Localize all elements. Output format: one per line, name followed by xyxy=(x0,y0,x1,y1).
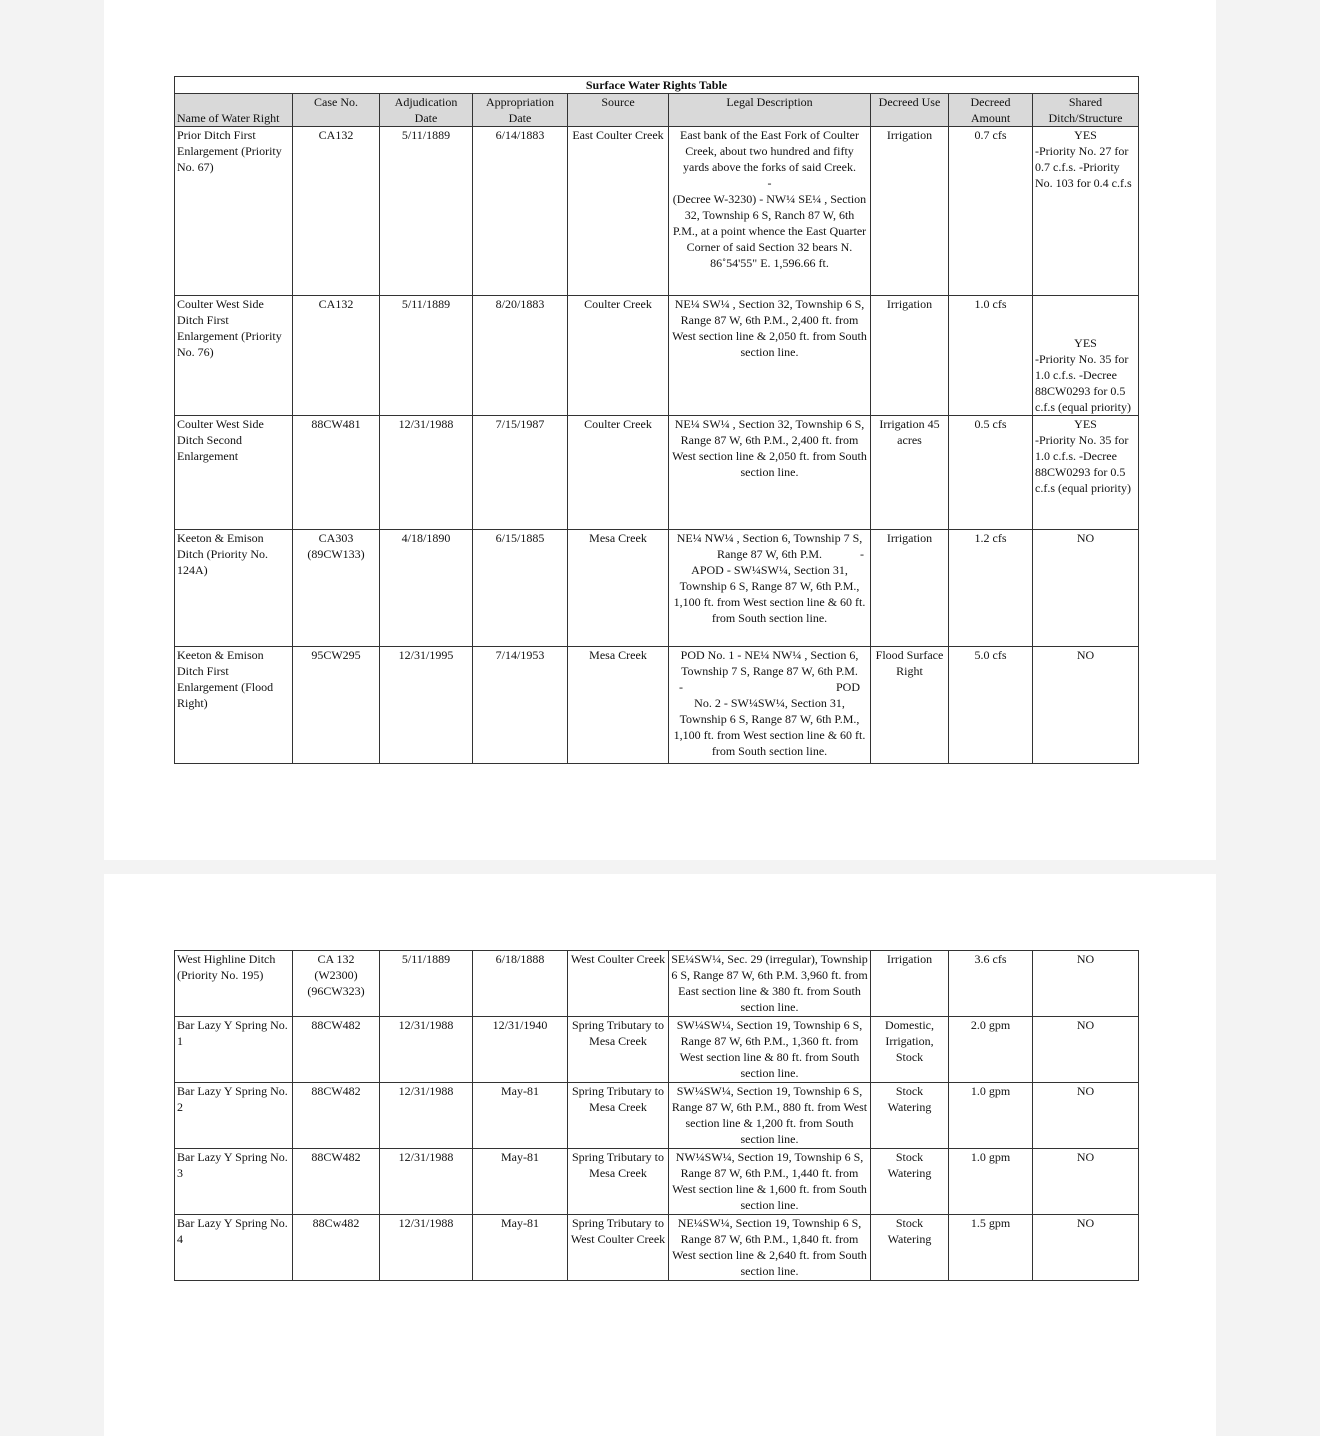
header-name: Name of Water Right xyxy=(175,94,293,127)
cell-appropriation: 6/15/1885 xyxy=(473,530,568,647)
cell-case: 88CW482 xyxy=(293,1149,380,1215)
cell-source: Coulter Creek xyxy=(568,296,669,416)
cell-use: Irrigation xyxy=(871,127,949,296)
cell-name: West Highline Ditch (Priority No. 195) xyxy=(175,951,293,1017)
cell-adjudication: 5/11/1889 xyxy=(380,951,473,1017)
cell-amount: 1.5 gpm xyxy=(949,1215,1033,1281)
shared-flag: YES xyxy=(1074,128,1097,142)
cell-adjudication: 12/31/1988 xyxy=(380,1083,473,1149)
cell-shared: NO xyxy=(1033,1083,1139,1149)
surface-water-rights-table xyxy=(174,76,1139,764)
cell-source: Spring Tributary to Mesa Creek xyxy=(568,1083,669,1149)
cell-name: Coulter West Side Ditch First Enlargement (Priority No. 76) xyxy=(175,296,293,416)
cell-case: CA132 xyxy=(293,127,380,296)
cell-adjudication: 12/31/1988 xyxy=(380,1215,473,1281)
cell-shared xyxy=(1033,416,1139,530)
shared-flag: YES xyxy=(1074,417,1097,431)
cell-appropriation: 6/14/1883 xyxy=(473,127,568,296)
header-adjudication: Adjudication Date xyxy=(380,94,473,127)
cell-legal: NE¼ SW¼ , Section 32, Township 6 S, Range 87 W, 6th P.M., 2,400 ft. from West section line & 2,050 ft. from South section line. xyxy=(669,296,871,416)
legal-text: NE¼ NW¼ , Section 6, Township 7 S, Range 87 W, 6th P.M. xyxy=(676,531,863,561)
cell-name: Keeton & Emison Ditch (Priority No. 124A) xyxy=(175,530,293,647)
legal-separator: - xyxy=(679,680,683,694)
cell-amount: 0.5 cfs xyxy=(949,416,1033,530)
cell-shared: NO xyxy=(1033,1215,1139,1281)
table-title: Surface Water Rights Table xyxy=(175,77,1139,94)
cell-use: Irrigation xyxy=(871,530,949,647)
surface-water-rights-table-continued xyxy=(174,950,1139,1281)
cell-amount: 1.2 cfs xyxy=(949,530,1033,647)
table-row xyxy=(175,127,1139,296)
cell-source: Mesa Creek xyxy=(568,647,669,764)
cell-amount: 5.0 cfs xyxy=(949,647,1033,764)
cell-adjudication: 4/18/1890 xyxy=(380,530,473,647)
cell-legal: SE¼SW¼, Sec. 29 (irregular), Township 6 S, Range 87 W, 6th P.M. 3,960 ft. from East section line & 380 ft. from South section line. xyxy=(669,951,871,1017)
cell-case: 88CW482 xyxy=(293,1083,380,1149)
cell-shared xyxy=(1033,296,1139,416)
cell-legal: NW¼SW¼, Section 19, Township 6 S, Range 87 W, 6th P.M., 1,440 ft. from West section line & 1,600 ft. from South section line. xyxy=(669,1149,871,1215)
cell-use: Stock Watering xyxy=(871,1083,949,1149)
cell-amount: 2.0 gpm xyxy=(949,1017,1033,1083)
cell-amount: 1.0 gpm xyxy=(949,1149,1033,1215)
cell-source: Spring Tributary to Mesa Creek xyxy=(568,1017,669,1083)
cell-case: CA 132 (W2300) (96CW323) xyxy=(293,951,380,1017)
table-row xyxy=(175,1149,1139,1215)
table-row xyxy=(175,1017,1139,1083)
cell-shared xyxy=(1033,127,1139,296)
cell-use: Domestic, Irrigation, Stock xyxy=(871,1017,949,1083)
table-row xyxy=(175,647,1139,764)
cell-shared: NO xyxy=(1033,530,1139,647)
header-amount: Decreed Amount xyxy=(949,94,1033,127)
table-row xyxy=(175,1083,1139,1149)
cell-name: Coulter West Side Ditch Second Enlargement xyxy=(175,416,293,530)
cell-adjudication: 12/31/1995 xyxy=(380,647,473,764)
cell-legal: SW¼SW¼, Section 19, Township 6 S, Range 87 W, 6th P.M., 880 ft. from West section line & 1,200 ft. from South section line. xyxy=(669,1083,871,1149)
header-row xyxy=(175,94,1139,127)
cell-source: Mesa Creek xyxy=(568,530,669,647)
cell-shared: NO xyxy=(1033,1017,1139,1083)
cell-legal: NE¼ SW¼ , Section 32, Township 6 S, Range 87 W, 6th P.M., 2,400 ft. from West section line & 2,050 ft. from South section line. xyxy=(669,416,871,530)
cell-name: Prior Ditch First Enlargement (Priority No. 67) xyxy=(175,127,293,296)
cell-adjudication: 5/11/1889 xyxy=(380,127,473,296)
header-source: Source xyxy=(568,94,669,127)
document-page-2 xyxy=(104,874,1216,1436)
cell-legal: NE¼SW¼, Section 19, Township 6 S, Range 87 W, 6th P.M., 1,840 ft. from West section line & 2,640 ft. from South section line. xyxy=(669,1215,871,1281)
header-legal: Legal Description xyxy=(669,94,871,127)
cell-amount: 3.6 cfs xyxy=(949,951,1033,1017)
cell-use: Flood Surface Right xyxy=(871,647,949,764)
cell-source: West Coulter Creek xyxy=(568,951,669,1017)
cell-appropriation: May-81 xyxy=(473,1215,568,1281)
cell-appropriation: 8/20/1883 xyxy=(473,296,568,416)
cell-appropriation: 6/18/1888 xyxy=(473,951,568,1017)
cell-amount: 1.0 cfs xyxy=(949,296,1033,416)
cell-amount: 0.7 cfs xyxy=(949,127,1033,296)
cell-source: East Coulter Creek xyxy=(568,127,669,296)
table-row xyxy=(175,530,1139,647)
cell-name: Bar Lazy Y Spring No. 4 xyxy=(175,1215,293,1281)
table-row xyxy=(175,951,1139,1017)
cell-case: CA132 xyxy=(293,296,380,416)
cell-adjudication: 12/31/1988 xyxy=(380,1149,473,1215)
cell-use: Stock Watering xyxy=(871,1149,949,1215)
cell-legal xyxy=(669,530,871,647)
legal-text: No. 2 - SW¼SW¼, Section 31, Township 6 S, Range 87 W, 6th P.M., 1,100 ft. from West section line & 60 ft. from South section line. xyxy=(673,696,866,758)
cell-adjudication: 12/31/1988 xyxy=(380,416,473,530)
shared-detail: -Priority No. 35 for 1.0 c.f.s. -Decree 88CW0293 for 0.5 c.f.s (equal priority) xyxy=(1035,433,1131,495)
cell-amount: 1.0 gpm xyxy=(949,1083,1033,1149)
header-shared: Shared Ditch/Structure xyxy=(1033,94,1139,127)
cell-appropriation: 12/31/1940 xyxy=(473,1017,568,1083)
header-use: Decreed Use xyxy=(871,94,949,127)
shared-detail: -Priority No. 27 for 0.7 c.f.s. -Priority No. 103 for 0.4 c.f.s xyxy=(1035,144,1132,190)
cell-case: CA303 (89CW133) xyxy=(293,530,380,647)
legal-separator: - xyxy=(767,176,772,190)
cell-adjudication: 12/31/1988 xyxy=(380,1017,473,1083)
cell-appropriation: May-81 xyxy=(473,1149,568,1215)
legal-text: APOD - SW¼SW¼, Section 31, Township 6 S, Range 87 W, 6th P.M., 1,100 ft. from West section line & 60 ft. from South section line. xyxy=(673,563,866,625)
cell-name: Keeton & Emison Ditch First Enlargement (Flood Right) xyxy=(175,647,293,764)
cell-use: Irrigation xyxy=(871,951,949,1017)
header-appropriation: Appropriation Date xyxy=(473,94,568,127)
cell-source: Spring Tributary to West Coulter Creek xyxy=(568,1215,669,1281)
cell-shared: NO xyxy=(1033,1149,1139,1215)
table-row xyxy=(175,296,1139,416)
table-row xyxy=(175,416,1139,530)
cell-source: Spring Tributary to Mesa Creek xyxy=(568,1149,669,1215)
cell-appropriation: 7/14/1953 xyxy=(473,647,568,764)
legal-text: POD No. 1 - NE¼ NW¼ , Section 6, Township 7 S, Range 87 W, 6th P.M. xyxy=(680,648,859,678)
cell-case: 95CW295 xyxy=(293,647,380,764)
table-row xyxy=(175,1215,1139,1281)
cell-name: Bar Lazy Y Spring No. 3 xyxy=(175,1149,293,1215)
legal-pod-label: POD xyxy=(835,680,860,694)
cell-case: 88CW482 xyxy=(293,1017,380,1083)
cell-case: 88Cw482 xyxy=(293,1215,380,1281)
cell-use: Irrigation xyxy=(871,296,949,416)
legal-separator: - xyxy=(860,547,864,561)
cell-case: 88CW481 xyxy=(293,416,380,530)
cell-source: Coulter Creek xyxy=(568,416,669,530)
cell-shared: NO xyxy=(1033,951,1139,1017)
cell-name: Bar Lazy Y Spring No. 2 xyxy=(175,1083,293,1149)
shared-detail: -Priority No. 35 for 1.0 c.f.s. -Decree 88CW0293 for 0.5 c.f.s (equal priority) xyxy=(1035,352,1131,414)
header-case: Case No. xyxy=(293,94,380,127)
shared-flag: YES xyxy=(1074,336,1097,350)
cell-use: Irrigation 45 acres xyxy=(871,416,949,530)
legal-text: East bank of the East Fork of Coulter Creek, about two hundred and fifty yards above the forks of said Creek. xyxy=(680,128,859,174)
cell-appropriation: 7/15/1987 xyxy=(473,416,568,530)
cell-adjudication: 5/11/1889 xyxy=(380,296,473,416)
legal-text: (Decree W-3230) - NW¼ SE¼ , Section 32, Township 6 S, Ranch 87 W, 6th P.M., at a point whence the East Quarter Corner of said Section 32 bears N. 86˚54'55" E. 1,596.66 ft. xyxy=(672,192,867,270)
document-page-1 xyxy=(104,0,1216,860)
cell-legal xyxy=(669,647,871,764)
cell-name: Bar Lazy Y Spring No. 1 xyxy=(175,1017,293,1083)
cell-legal: SW¼SW¼, Section 19, Township 6 S, Range 87 W, 6th P.M., 1,360 ft. from West section line & 80 ft. from South section line. xyxy=(669,1017,871,1083)
cell-appropriation: May-81 xyxy=(473,1083,568,1149)
cell-legal xyxy=(669,127,871,296)
cell-shared: NO xyxy=(1033,647,1139,764)
cell-use: Stock Watering xyxy=(871,1215,949,1281)
